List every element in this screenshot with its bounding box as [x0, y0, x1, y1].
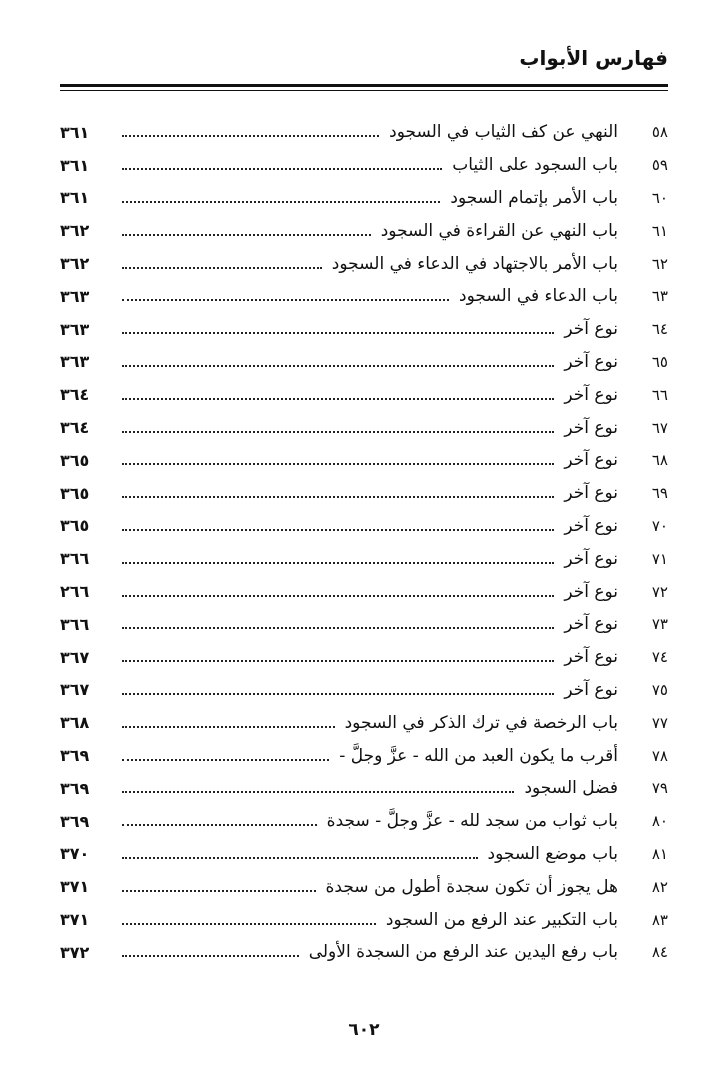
entry-page-number: ٣٦٥: [60, 483, 90, 503]
entry-title: هل يجوز أن تكون سجدة أطول من سجدة: [325, 876, 618, 897]
entry-title: نوع آخر: [564, 417, 618, 438]
entry-page-number: ٣٦٢: [60, 254, 90, 274]
dot-leader: [122, 201, 440, 203]
dot-leader: [122, 759, 329, 761]
entry-number: ٦٧: [651, 418, 668, 437]
entry-number: ٧٤: [651, 648, 668, 667]
entry-page-number: ٣٦٧: [60, 680, 90, 700]
entry-number: ٥٩: [651, 156, 668, 175]
toc-entry: [60, 247, 668, 280]
entry-page-number: ٣٧٢: [60, 942, 90, 962]
toc-entry: [60, 116, 668, 149]
entry-page-number: ٣٧٠: [60, 844, 90, 864]
entry-title: نوع آخر: [564, 647, 618, 668]
entry-title: نوع آخر: [564, 319, 618, 340]
entry-title: نوع آخر: [564, 384, 618, 405]
dot-leader: [122, 299, 449, 301]
toc-entry: [60, 149, 668, 182]
entry-page-number: ٣٦٩: [60, 811, 90, 831]
toc-entry: [60, 772, 668, 805]
entry-page-number: ٣٧١: [60, 910, 90, 930]
entry-page-number: ٣٧١: [60, 877, 90, 897]
entry-page-number: ٣٦٣: [60, 319, 90, 339]
dot-leader: [122, 135, 379, 137]
entry-page-number: ٣٦١: [60, 122, 90, 142]
entry-page-number: ٣٦٣: [60, 352, 90, 372]
entry-number: ٦٦: [651, 385, 668, 404]
toc-entry: [60, 575, 668, 608]
entry-page-number: ٣٦٥: [60, 450, 90, 470]
toc-entry: [60, 870, 668, 903]
dot-leader: [122, 562, 554, 564]
toc-entry: [60, 706, 668, 739]
entry-title: النهي عن كف الثياب في السجود: [389, 122, 618, 143]
entry-title: نوع آخر: [564, 450, 618, 471]
entry-title: باب السجود على الثياب: [452, 155, 618, 176]
page-header: [60, 40, 668, 94]
entry-number: ٨٢: [651, 877, 668, 896]
page-number: ٦٠٢: [348, 1020, 380, 1040]
toc-entry: [60, 182, 668, 215]
entry-title: نوع آخر: [564, 679, 618, 700]
toc-entry: [60, 641, 668, 674]
entry-page-number: ٣٦٦: [60, 614, 90, 634]
dot-leader: [122, 627, 554, 629]
entry-number: ٦١: [651, 221, 668, 240]
entry-title: باب موضع السجود: [487, 843, 618, 864]
toc-entry: [60, 477, 668, 510]
header-rule-thick: [60, 84, 668, 87]
entry-page-number: ٣٦٢: [60, 221, 90, 241]
entry-number: ٧٧: [651, 713, 668, 732]
toc-entry: [60, 378, 668, 411]
toc-entry: [60, 444, 668, 477]
dot-leader: [122, 824, 317, 826]
dot-leader: [122, 496, 554, 498]
toc-entry: [60, 411, 668, 444]
toc-entry: [60, 608, 668, 641]
entry-title: باب ثواب من سجد لله - عزَّ وجلَّ - سجدة: [326, 811, 618, 832]
toc-entry: [60, 280, 668, 313]
toc-entry: [60, 936, 668, 969]
toc-entry: [60, 346, 668, 379]
dot-leader: [122, 234, 371, 236]
entry-page-number: ٣٦٤: [60, 418, 90, 438]
toc-entry: [60, 214, 668, 247]
entry-title: نوع آخر: [564, 614, 618, 635]
table-of-contents: [60, 116, 668, 969]
entry-page-number: ٢٦٦: [60, 582, 90, 602]
entry-title: نوع آخر: [564, 483, 618, 504]
entry-number: ٥٨: [651, 123, 668, 142]
entry-title: باب الرخصة في ترك الذكر في السجود: [344, 712, 618, 733]
dot-leader: [122, 955, 299, 957]
entry-page-number: ٣٦١: [60, 155, 90, 175]
entry-title: باب رفع اليدين عند الرفع من السجدة الأولى: [308, 942, 618, 963]
entry-number: ٦٣: [651, 287, 668, 306]
toc-entry: [60, 674, 668, 707]
dot-leader: [122, 463, 554, 465]
entry-number: ٧٠: [651, 516, 668, 535]
entry-number: ٦٢: [651, 254, 668, 273]
entry-page-number: ٣٦٧: [60, 647, 90, 667]
entry-page-number: ٣٦٣: [60, 286, 90, 306]
entry-title: باب النهي عن القراءة في السجود: [380, 220, 618, 241]
entry-page-number: ٣٦٩: [60, 746, 90, 766]
entry-number: ٨٣: [651, 910, 668, 929]
running-header-title: فهارس الأبواب: [519, 46, 668, 70]
entry-number: ٦٨: [651, 451, 668, 470]
toc-entry: [60, 739, 668, 772]
toc-entry: [60, 542, 668, 575]
entry-title: نوع آخر: [564, 581, 618, 602]
entry-number: ٧١: [651, 549, 668, 568]
header-rule-thin: [60, 90, 668, 91]
entry-title: نوع آخر: [564, 351, 618, 372]
toc-entry: [60, 313, 668, 346]
entry-number: ٦٩: [651, 484, 668, 503]
entry-title: باب الدعاء في السجود: [459, 286, 618, 307]
toc-entry: [60, 838, 668, 871]
toc-entry: [60, 903, 668, 936]
dot-leader: [122, 595, 554, 597]
dot-leader: [122, 431, 554, 433]
entry-number: ٦٠: [651, 188, 668, 207]
entry-title: فضل السجود: [524, 778, 618, 799]
dot-leader: [122, 529, 554, 531]
entry-page-number: ٣٦٦: [60, 549, 90, 569]
entry-number: ٨٤: [651, 943, 668, 962]
dot-leader: [122, 693, 554, 695]
entry-number: ٧٩: [651, 779, 668, 798]
dot-leader: [122, 398, 554, 400]
entry-title: أقرب ما يكون العبد من الله - عزَّ وجلَّ -: [339, 745, 618, 766]
dot-leader: [122, 332, 554, 334]
entry-page-number: ٣٦٨: [60, 713, 90, 733]
dot-leader: [122, 923, 376, 925]
entry-page-number: ٣٦١: [60, 188, 90, 208]
entry-number: ٦٥: [651, 352, 668, 371]
entry-title: باب التكبير عند الرفع من السجود: [385, 909, 618, 930]
dot-leader: [122, 791, 514, 793]
entry-page-number: ٣٦٩: [60, 778, 90, 798]
entry-title: نوع آخر: [564, 515, 618, 536]
dot-leader: [122, 365, 554, 367]
entry-number: ٦٤: [651, 320, 668, 339]
entry-title: باب الأمر بالاجتهاد في الدعاء في السجود: [331, 253, 618, 274]
dot-leader: [122, 890, 316, 892]
dot-leader: [122, 857, 478, 859]
entry-number: ٧٨: [651, 746, 668, 765]
entry-page-number: ٣٦٥: [60, 516, 90, 536]
dot-leader: [122, 267, 322, 269]
dot-leader: [122, 660, 554, 662]
dot-leader: [122, 168, 442, 170]
dot-leader: [122, 726, 335, 728]
toc-entry: [60, 805, 668, 838]
entry-number: ٧٥: [651, 680, 668, 699]
entry-number: ٨٠: [651, 812, 668, 831]
entry-title: نوع آخر: [564, 548, 618, 569]
entry-number: ٧٢: [651, 582, 668, 601]
entry-title: باب الأمر بإتمام السجود: [450, 187, 618, 208]
toc-entry: [60, 510, 668, 543]
entry-number: ٨١: [651, 844, 668, 863]
entry-page-number: ٣٦٤: [60, 385, 90, 405]
entry-number: ٧٣: [651, 615, 668, 634]
